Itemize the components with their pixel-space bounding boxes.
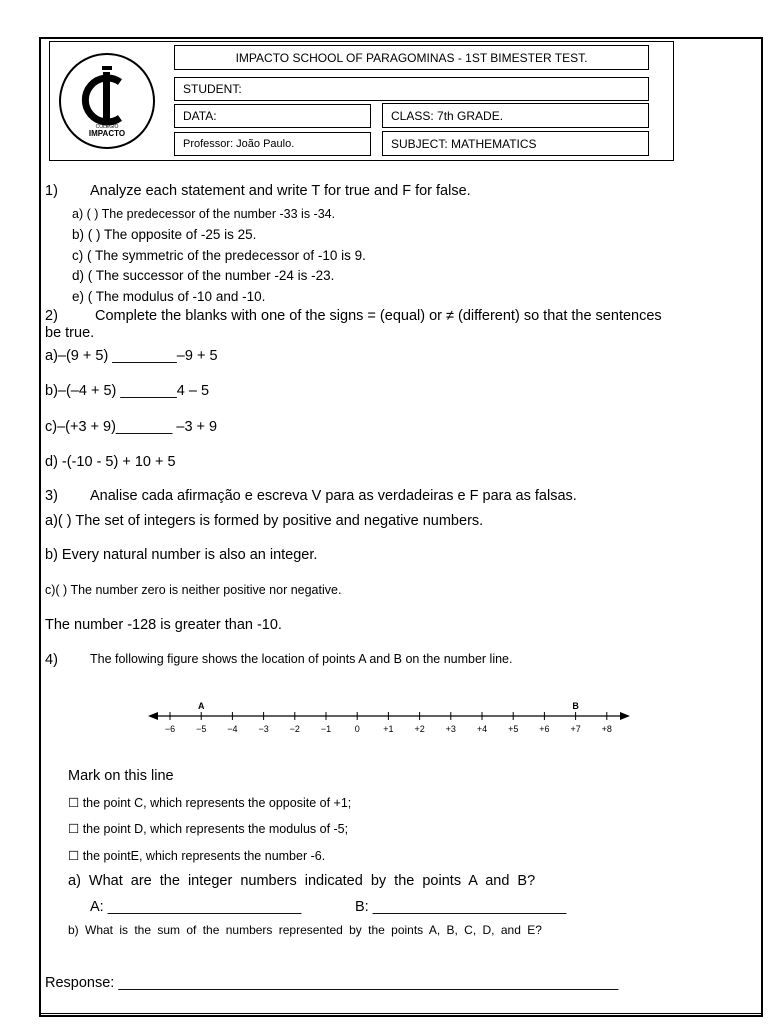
q4-number: 4) xyxy=(45,652,58,668)
q2-item-b: b)–(–4 + 5) _______4 – 5 xyxy=(45,383,210,399)
number-line xyxy=(140,695,640,740)
number-line-tick-label: −6 xyxy=(164,724,176,734)
response-field[interactable]: Response: ______________________________________________________________ xyxy=(45,975,619,991)
number-line-tick-label: −1 xyxy=(320,724,332,734)
class-label: CLASS: 7th GRADE. xyxy=(391,108,504,123)
q2-text-line2: be true. xyxy=(45,325,95,341)
q1-item-c: c) ( The symmetric of the predecessor of -10 is 9. xyxy=(72,248,366,263)
q4-sub-b: b) What is the sum of the numbers represented by the points A, B, C, D, and E? xyxy=(68,923,542,937)
q1-item-e: e) ( The modulus of -10 and -10. xyxy=(72,289,266,304)
q2-item-c: c)–(+3 + 9)_______ –3 + 9 xyxy=(45,419,218,435)
q4-sub-a: a) What are the integer numbers indicated by the points A and B? xyxy=(68,873,536,889)
q1-text: Analyze each statement and write T for true and F for false. xyxy=(90,183,471,199)
page-border-bottom-line xyxy=(39,1013,763,1014)
class-box xyxy=(382,103,649,128)
checkbox-icon[interactable]: ☐ xyxy=(68,822,83,836)
number-line-right-arrow xyxy=(620,712,630,720)
q3-item-c: c)( ) The number zero is neither positive nor negative. xyxy=(45,583,342,597)
q3-item-b: b) Every natural number is also an integer. xyxy=(45,547,318,563)
answer-b-field[interactable]: B: ________________________ xyxy=(355,899,567,915)
number-line-tick-label: +4 xyxy=(476,724,488,734)
number-line-tick-label: −2 xyxy=(289,724,300,734)
q1-item-d: d) ( The successor of the number -24 is -23. xyxy=(72,268,335,283)
school-title: IMPACTO SCHOOL OF PARAGOMINAS - 1ST BIMESTER TEST. xyxy=(235,50,588,65)
subject-label: SUBJECT: MATHEMATICS xyxy=(391,136,537,151)
check-item-c[interactable]: ☐ the point C, which represents the opposite of +1; xyxy=(68,796,352,810)
q2-item-a: a)–(9 + 5) ________–9 + 5 xyxy=(45,348,218,364)
q3-item-a: a)( ) The set of integers is formed by positive and negative numbers. xyxy=(45,513,484,529)
school-title-box xyxy=(174,45,649,70)
logo-name-text: IMPACTO xyxy=(88,129,126,138)
q2-text-line1: Complete the blanks with one of the signs = (equal) or ≠ (different) so that the sentences xyxy=(95,308,662,324)
checkbox-icon[interactable]: ☐ xyxy=(68,849,83,863)
logo-small-text: COLÉGIO xyxy=(95,124,119,130)
check-item-e[interactable]: ☐ the pointE, which represents the number -6. xyxy=(68,849,326,863)
professor-label: Professor: João Paulo. xyxy=(183,138,295,150)
number-line-tick-label: +1 xyxy=(383,724,394,734)
check-item-d[interactable]: ☐ the point D, which represents the modulus of -5; xyxy=(68,822,349,836)
number-line-tick-label: +7 xyxy=(570,724,581,734)
q2-item-d: d) -(-10 - 5) + 10 + 5 xyxy=(45,454,176,470)
date-label: DATA: xyxy=(183,109,217,123)
subject-box xyxy=(382,131,649,156)
q2-number: 2) xyxy=(45,308,58,324)
number-line-tick-label: +3 xyxy=(445,724,456,734)
q3-item-d: The number -128 is greater than -10. xyxy=(45,617,282,633)
professor-box xyxy=(174,132,371,156)
school-logo xyxy=(58,52,156,150)
q1-number: 1) xyxy=(45,183,58,199)
q4-text: The following figure shows the location of points A and B on the number line. xyxy=(90,652,513,666)
q1-item-a: a) ( ) The predecessor of the number -33 is -34. xyxy=(72,207,336,221)
mark-instruction: Mark on this line xyxy=(68,768,174,784)
number-line-tick-label: +2 xyxy=(414,724,425,734)
date-field[interactable] xyxy=(174,104,371,128)
number-line-tick-label: 0 xyxy=(354,724,360,734)
number-line-tick-label: +8 xyxy=(601,724,612,734)
checkbox-icon[interactable]: ☐ xyxy=(68,796,83,810)
q3-number: 3) xyxy=(45,488,58,504)
student-label: STUDENT: xyxy=(183,82,242,96)
student-field[interactable] xyxy=(174,77,649,101)
number-line-tick-label: +5 xyxy=(508,724,519,734)
point-b-label: B xyxy=(572,701,579,711)
number-line-tick-label: −5 xyxy=(196,724,207,734)
number-line-tick-label: −4 xyxy=(227,724,238,734)
number-line-tick-label: −3 xyxy=(258,724,269,734)
q1-item-b: b) ( ) The opposite of -25 is 25. xyxy=(72,227,257,242)
q3-text: Analise cada afirmação e escreva V para as verdadeiras e F para as falsas. xyxy=(90,488,577,504)
number-line-left-arrow xyxy=(148,712,158,720)
point-a-label: A xyxy=(197,701,205,711)
answer-a-field[interactable]: A: ________________________ xyxy=(90,899,302,915)
number-line-tick-label: +6 xyxy=(539,724,550,734)
